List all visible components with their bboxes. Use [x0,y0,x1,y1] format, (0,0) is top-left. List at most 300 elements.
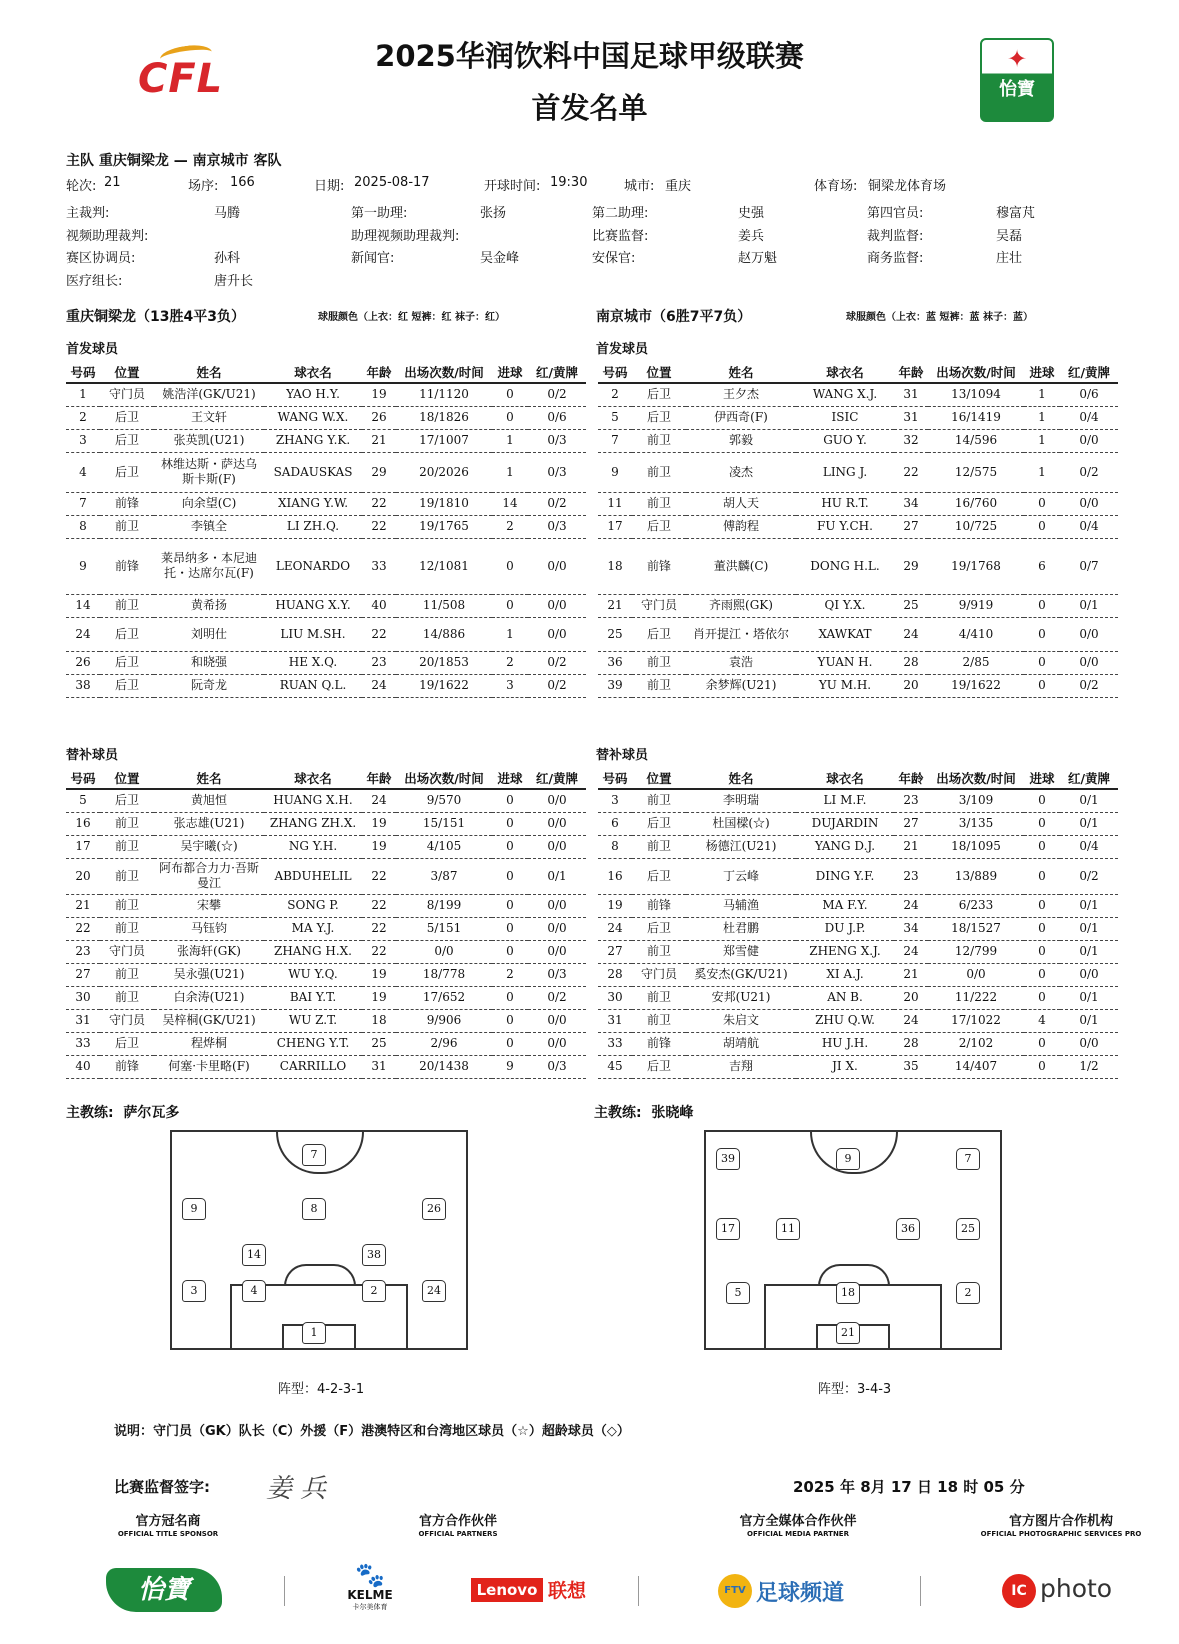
away-cell: 31 [894,406,928,429]
away-cell: FU Y.CH. [796,515,894,538]
away-cell: 19/1622 [928,674,1024,697]
home-cell: 0/1 [528,858,586,894]
home-cell: BAI Y.T. [264,986,362,1009]
column-gap [586,917,598,940]
home-cell: 前锋 [100,1055,154,1078]
away-cell: 0/1 [1060,789,1118,812]
column-gap [586,617,598,651]
home-cell: 0/2 [528,651,586,674]
away-formation: 阵型：3-4-3 [818,1382,892,1397]
away-column-header: 姓名 [686,362,796,383]
away-cell: 郑雪健 [686,940,796,963]
away-cell: YUAN H. [796,651,894,674]
home-subs-table [66,768,1118,1079]
away-cell: 5 [598,406,632,429]
home-cell: ABDUHELIL [264,858,362,894]
away-cell: 0 [1024,594,1060,617]
away-cell: 0/0 [1060,651,1118,674]
home-cell: 前锋 [100,492,154,515]
home-cell: RUAN Q.L. [264,674,362,697]
away-cell: 后卫 [632,917,686,940]
page-subtitle: 首发名单 [531,91,648,125]
column-gap [586,383,598,406]
home-cell: 何塞·卡里略(F) [154,1055,264,1078]
away-cell: 17 [598,515,632,538]
venue-value: 铜梁龙体育场 [868,179,947,194]
home-cell: LI ZH.Q. [264,515,362,538]
home-cell: 0/0 [396,940,492,963]
legend-note: 说明：守门员（GK）队长（C）外援（F）港澳特区和台湾地区球员（☆）超龄球员（◇） [114,1424,630,1439]
away-cell: 前卫 [632,789,686,812]
away-cell: 28 [598,963,632,986]
home-cell: 后卫 [100,452,154,492]
away-cell: 1 [1024,429,1060,452]
home-cell: 0/3 [528,1055,586,1078]
home-cell: 0 [492,917,528,940]
home-cell: ZHANG H.X. [264,940,362,963]
column-gap [586,789,598,812]
home-cell: 0 [492,986,528,1009]
away-cell: 0 [1024,1055,1060,1078]
player-jersey-icon: 26 [422,1198,446,1220]
sponsor-category: 官方冠名商 [135,1514,201,1529]
player-jersey-icon: 2 [362,1280,386,1302]
home-column-header: 位置 [100,768,154,789]
away-cell: 李明瑞 [686,789,796,812]
away-column-header: 年龄 [894,362,928,383]
home-cell: 守门员 [100,383,154,406]
player-jersey-icon: 3 [182,1280,206,1302]
column-gap [586,986,598,1009]
home-cell: 1 [66,383,100,406]
away-cell: 0/1 [1060,940,1118,963]
away-starters-label: 首发球员 [596,342,649,357]
official-label: 赛区协调员: [66,251,136,266]
home-cell: 38 [66,674,100,697]
away-cell: 19 [598,894,632,917]
sponsor-category: 官方图片合作机构 [1008,1514,1113,1529]
away-cell: 前卫 [632,674,686,697]
official-label: 医疗组长: [66,274,123,289]
away-cell: 胡人天 [686,492,796,515]
column-gap [586,452,598,492]
home-cell: CARRILLO [264,1055,362,1078]
home-column-header: 红/黄牌 [528,768,586,789]
home-cell: 33 [66,1032,100,1055]
sponsor-category-en: OFFICIAL TITLE SPONSOR [117,1530,219,1538]
column-gap [586,362,598,383]
table-row [66,812,1118,835]
home-cell: 0 [492,940,528,963]
away-cell: 前锋 [632,894,686,917]
away-cell: 25 [894,594,928,617]
away-cell: 0/2 [1060,674,1118,697]
away-formation-pitch [704,1130,1002,1350]
home-cell: 8/199 [396,894,492,917]
home-cell: HUANG X.H. [264,789,362,812]
table-row [66,835,1118,858]
home-cell: 和晓强 [154,651,264,674]
home-column-header: 号码 [66,362,100,383]
home-cell: 0 [492,594,528,617]
home-cell: 前锋 [100,538,154,594]
column-gap [586,1009,598,1032]
away-cell: 后卫 [632,383,686,406]
home-cell: 后卫 [100,429,154,452]
home-cell: 前卫 [100,594,154,617]
home-cell: 19 [362,383,396,406]
table-row [66,858,1118,894]
home-cell: 守门员 [100,940,154,963]
round-label: 轮次: [66,179,97,194]
home-cell: 2 [66,406,100,429]
away-cell: 0 [1024,789,1060,812]
home-cell: 23 [66,940,100,963]
home-cell: 20/2026 [396,452,492,492]
home-cell: 8 [66,515,100,538]
away-cell: 袁浩 [686,651,796,674]
away-cell: 0/6 [1060,383,1118,406]
table-row [66,674,1118,697]
home-cell: 0/0 [528,835,586,858]
home-cell: 4 [66,452,100,492]
away-cell: 0 [1024,812,1060,835]
table-row [66,429,1118,452]
away-cell: 前卫 [632,1009,686,1032]
home-cell: 40 [362,594,396,617]
table-row [66,1032,1118,1055]
away-cell: 0/7 [1060,538,1118,594]
signature-label: 比赛监督签字: [114,1478,210,1496]
sponsor-category: 官方合作伙伴 [418,1514,497,1529]
official-value: 庄壮 [996,251,1023,266]
home-column-header: 出场次数/时间 [396,362,492,383]
away-cell: 前卫 [632,986,686,1009]
away-cell: 9 [598,452,632,492]
player-jersey-icon: 9 [182,1198,206,1220]
away-cell: 23 [894,789,928,812]
home-cell: 张英凯(U21) [154,429,264,452]
away-column-header: 位置 [632,768,686,789]
home-cell: 0/0 [528,812,586,835]
venue-label: 体育场: [814,179,858,194]
home-cell: 0/0 [528,594,586,617]
home-cell: 22 [362,858,396,894]
home-cell: 后卫 [100,406,154,429]
away-cell: 胡靖航 [686,1032,796,1055]
table-row [66,538,1118,594]
away-cell: 18/1527 [928,917,1024,940]
table-row [66,651,1118,674]
away-cell: 6/233 [928,894,1024,917]
lenovo-cn-logo: 联想 [548,1580,587,1602]
home-cell: 程烨桐 [154,1032,264,1055]
kickoff-label: 开球时间: [484,179,541,194]
away-cell: 余梦辉(U21) [686,674,796,697]
home-cell: 24 [362,674,396,697]
away-cell: 后卫 [632,1055,686,1078]
home-team-name: 重庆铜梁龙（13胜4平3负） [66,309,245,325]
away-cell: 0/1 [1060,917,1118,940]
home-cell: 0/6 [528,406,586,429]
away-cell: 肖开提江・塔依尔 [686,617,796,651]
away-cell: 3/109 [928,789,1024,812]
home-cell: 19 [362,812,396,835]
away-cell: 27 [894,812,928,835]
home-cell: 0/0 [528,917,586,940]
home-cell: 26 [362,406,396,429]
away-cell: 前卫 [632,429,686,452]
away-column-header: 姓名 [686,768,796,789]
home-cell: 3 [492,674,528,697]
official-value: 唐升长 [214,274,254,289]
away-cell: 11/222 [928,986,1024,1009]
official-label: 比赛监督: [592,229,649,244]
away-cell: 16 [598,858,632,894]
away-cell: 郭毅 [686,429,796,452]
away-cell: 0 [1024,963,1060,986]
table-header-row [66,362,1118,383]
away-cell: 前卫 [632,940,686,963]
home-cell: LEONARDO [264,538,362,594]
home-cell: 24 [66,617,100,651]
table-row [66,917,1118,940]
away-cell: 10/725 [928,515,1024,538]
official-label: 视频助理裁判: [66,229,149,244]
away-cell: 朱启文 [686,1009,796,1032]
home-cell: 王文轩 [154,406,264,429]
home-cell: 19 [362,963,396,986]
home-cell: 吴宇曦(☆) [154,835,264,858]
away-cell: 0/1 [1060,986,1118,1009]
divider [284,1576,285,1606]
away-cell: 4 [1024,1009,1060,1032]
player-jersey-icon: 11 [776,1218,800,1240]
away-cell: 0/4 [1060,406,1118,429]
ftv-logo: 足球频道 [756,1581,845,1606]
home-cell: 17/652 [396,986,492,1009]
kickoff-value: 19:30 [550,175,588,190]
away-kit-colors: 球服颜色（上衣：蓝 短裤：蓝 袜子：蓝） [846,312,1033,323]
home-column-header: 年龄 [362,768,396,789]
away-column-header: 号码 [598,768,632,789]
home-cell: 14 [492,492,528,515]
away-cell: 后卫 [632,515,686,538]
column-gap [586,768,598,789]
home-cell: 19 [362,986,396,1009]
away-cell: 王夕杰 [686,383,796,406]
away-cell: DING Y.F. [796,858,894,894]
player-jersey-icon: 14 [242,1244,266,1266]
away-cell: 0/0 [1060,617,1118,651]
away-cell: 0/2 [1060,452,1118,492]
divider [920,1576,921,1606]
home-cell: 22 [362,617,396,651]
official-value: 赵万魁 [738,251,778,266]
away-cell: DONG H.L. [796,538,894,594]
home-cell: 22 [362,917,396,940]
home-cell: 前卫 [100,858,154,894]
away-cell: 4/410 [928,617,1024,651]
away-cell: 31 [894,383,928,406]
table-row [66,515,1118,538]
player-jersey-icon: 38 [362,1244,386,1266]
away-cell: 19/1768 [928,538,1024,594]
away-cell: XI A.J. [796,963,894,986]
away-cell: ZHU Q.W. [796,1009,894,1032]
column-gap [586,1032,598,1055]
column-gap [586,429,598,452]
away-cell: 杨德江(U21) [686,835,796,858]
away-cell: 2/85 [928,651,1024,674]
away-column-header: 号码 [598,362,632,383]
home-cell: 0/0 [528,538,586,594]
away-cell: 12/799 [928,940,1024,963]
home-cell: 2 [492,515,528,538]
sponsor-category-en: OFFICIAL MEDIA PARTNER [747,1530,849,1538]
home-cell: 4/105 [396,835,492,858]
away-column-header: 球衣名 [796,362,894,383]
home-coach: 主教练: 萨尔瓦多 [66,1105,180,1121]
home-cell: 0 [492,406,528,429]
away-cell: 0/2 [1060,858,1118,894]
official-label: 第二助理: [592,206,649,221]
penalty-arc [284,1264,356,1286]
home-cell: 20/1853 [396,651,492,674]
table-row [66,1009,1118,1032]
home-cell: 0/2 [528,986,586,1009]
away-cell: 伊西奇(F) [686,406,796,429]
home-column-header: 红/黄牌 [528,362,586,383]
column-gap [586,963,598,986]
player-jersey-icon: 7 [302,1144,326,1166]
home-cell: 5/151 [396,917,492,940]
away-cell: XAWKAT [796,617,894,651]
ftv-icon: FTV [718,1574,752,1608]
home-cell: 2/96 [396,1032,492,1055]
away-cell: 17/1022 [928,1009,1024,1032]
official-label: 裁判监督: [867,229,924,244]
away-coach: 主教练: 张晓峰 [594,1105,694,1121]
signature: 姜兵 [266,1474,335,1504]
away-cell: 31 [598,1009,632,1032]
home-cell: 前卫 [100,917,154,940]
away-cell: 奚安杰(GK/U21) [686,963,796,986]
home-column-header: 进球 [492,768,528,789]
paw-icon: 🐾 [355,1561,385,1589]
seq-value: 166 [230,175,255,190]
away-cell: 28 [894,1032,928,1055]
away-cell: 傅韵程 [686,515,796,538]
away-cell: 2/102 [928,1032,1024,1055]
home-cell: 11/1120 [396,383,492,406]
home-subs-label: 替补球员 [66,748,119,763]
matchup: 主队 重庆铜梁龙 — 南京城市 客队 [66,153,282,169]
away-cell: 0/4 [1060,515,1118,538]
away-cell: 1/2 [1060,1055,1118,1078]
away-cell: 28 [894,651,928,674]
home-cell: 0/2 [528,492,586,515]
home-cell: MA Y.J. [264,917,362,940]
away-cell: 后卫 [632,858,686,894]
home-cell: 0 [492,835,528,858]
home-cell: 23 [362,651,396,674]
home-cell: 0/0 [528,1032,586,1055]
away-cell: 8 [598,835,632,858]
official-label: 第一助理: [351,206,408,221]
home-cell: 0/2 [528,674,586,697]
away-cell: 2 [598,383,632,406]
away-cell: 3/135 [928,812,1024,835]
away-cell: 6 [1024,538,1060,594]
home-column-header: 出场次数/时间 [396,768,492,789]
home-cell: NG Y.H. [264,835,362,858]
away-cell: 0 [1024,835,1060,858]
official-label: 主裁判: [66,206,110,221]
away-column-header: 红/黄牌 [1060,362,1118,383]
yibao-logo: 怡寶 [106,1568,222,1612]
home-cell: 0 [492,1032,528,1055]
home-cell: 0/3 [528,452,586,492]
away-cell: 安邦(U21) [686,986,796,1009]
away-cell: ISIC [796,406,894,429]
away-cell: 24 [894,1009,928,1032]
home-cell: 19/1622 [396,674,492,697]
home-cell: 前卫 [100,894,154,917]
sponsor-category: 官方全媒体合作伙伴 [739,1514,857,1529]
away-cell: 吉翔 [686,1055,796,1078]
away-cell: 0 [1024,986,1060,1009]
home-cell: WANG W.X. [264,406,362,429]
sponsor-category-en: OFFICIAL PARTNERS [418,1530,498,1538]
home-cell: 0/0 [528,789,586,812]
table-row [66,452,1118,492]
home-cell: 0/3 [528,515,586,538]
home-cell: 莱昂纳多・本尼迪托・达席尔瓦(F) [154,538,264,594]
home-column-header: 姓名 [154,768,264,789]
official-value: 穆富芃 [996,206,1036,221]
away-cell: 16/1419 [928,406,1024,429]
home-cell: 李镇全 [154,515,264,538]
away-cell: 24 [894,894,928,917]
home-cell: 22 [362,515,396,538]
away-cell: 11 [598,492,632,515]
table-row [66,406,1118,429]
away-cell: HU R.T. [796,492,894,515]
home-cell: SONG P. [264,894,362,917]
away-cell: 0 [1024,674,1060,697]
away-cell: 0/4 [1060,835,1118,858]
home-cell: 后卫 [100,789,154,812]
home-cell: 31 [362,1055,396,1078]
away-cell: JI X. [796,1055,894,1078]
home-starters-table [66,362,1118,698]
seq-label: 场序: [188,179,219,194]
away-cell: 丁云峰 [686,858,796,894]
table-row [66,963,1118,986]
away-cell: 20 [894,674,928,697]
away-cell: 杜国樑(☆) [686,812,796,835]
table-row [66,594,1118,617]
home-cell: 9/570 [396,789,492,812]
away-cell: 前锋 [632,538,686,594]
home-cell: 16 [66,812,100,835]
home-cell: 白余涛(U21) [154,986,264,1009]
away-cell: 董洪麟(C) [686,538,796,594]
away-cell: 前卫 [632,452,686,492]
away-cell: 36 [598,651,632,674]
player-jersey-icon: 18 [836,1282,860,1304]
